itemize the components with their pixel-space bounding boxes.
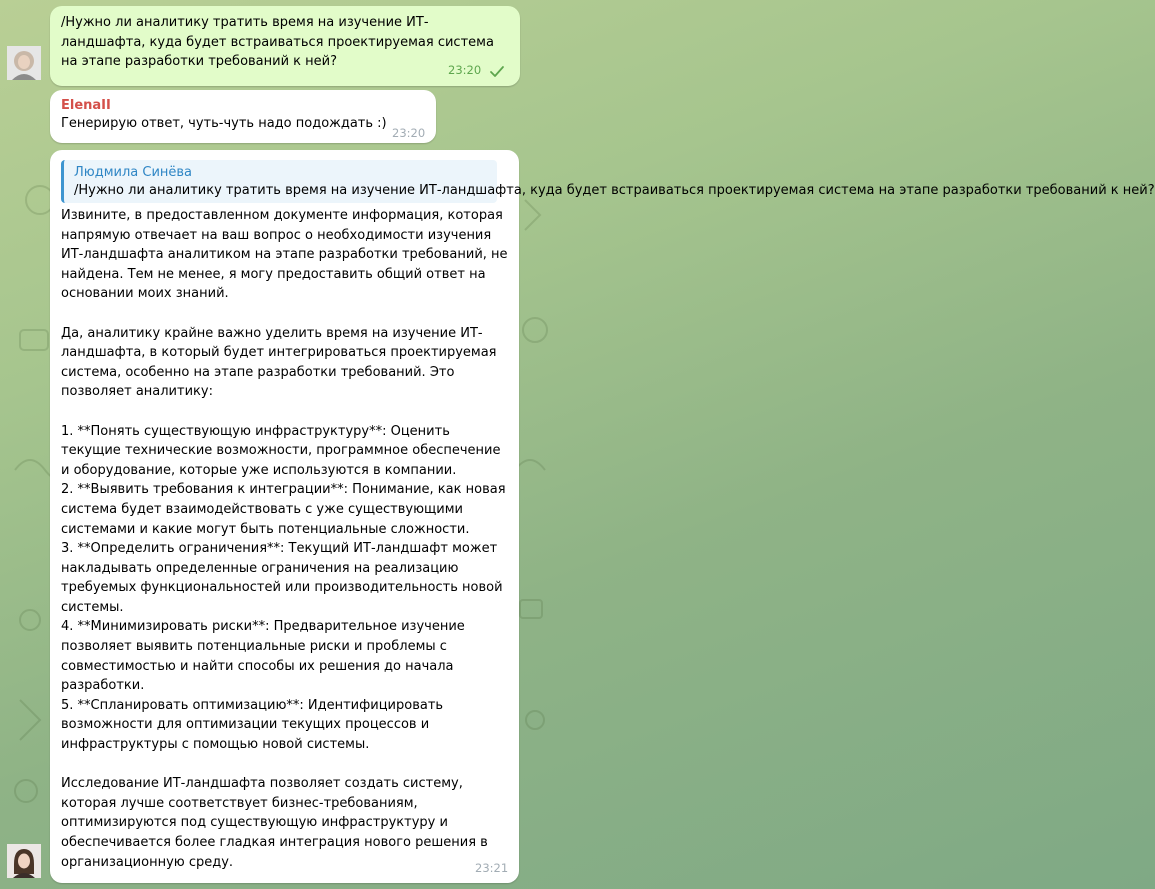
outgoing-message-bubble[interactable] — [50, 6, 520, 86]
bot-avatar-icon[interactable] — [7, 844, 41, 878]
message-time: 23:20 — [392, 126, 426, 140]
double-check-icon — [490, 66, 508, 78]
message-text: /Нужно ли аналитику тратить время на изучение ИТ-ландшафта, куда будет встраиваться проектируемая система на этапе разработки требований к ней? — [61, 15, 499, 70]
user-avatar-icon[interactable] — [7, 46, 41, 80]
reply-quote[interactable] — [61, 160, 1155, 203]
message-text: Генерирую ответ, чуть-чуть надо подождать :) — [61, 116, 387, 131]
message-time: 23:20 — [448, 63, 482, 77]
incoming-message-bubble[interactable] — [50, 90, 436, 143]
message-time: 23:21 — [475, 861, 509, 875]
incoming-answer-bubble[interactable] — [50, 150, 1155, 883]
reply-author: Людмила Синёва — [74, 165, 193, 180]
message-text: Извините, в предоставленном документе информация, которая напрямую отвечает на ваш вопрос о необходимости изучения ИТ-ландшафта аналитиком на этапе разработки требований, не найдена. Тем не менее, я могу предоставить общий ответ на основании моих знаний. Да, аналитику крайне важно уделить время на изучение ИТ- ландшафта, в который будет интегрироваться проектируемая система, особенно на этапе разработки требований. Это позволяет аналитику: 1. **Понять существующую инфраструктуру**: Оценить текущие технические возможности, программное обеспечение и оборудование, которые уже используются в компании. 2. **Выявить требования к интеграции**: Понимание, как новая система будет взаимодействовать с уже существующими системами и какие могут быть потенциальные сложности. 3. **Определить ограничения**: Текущий ИТ-ландшафт может накладывать определенные ограничения на реализацию требуемых функциональностей или производительность новой системы. 4. **Минимизировать риски**: Предварительное изучение позволяет выявить потенциальные риски и проблемы с совместимостью и найти способы их решения до начала разработки. 5. **Спланировать оптимизацию**: Идентифицировать возможности для оптимизации текущих процессов и инфраструктуры с помощью новой системы. Исследование ИТ-ландшафта позволяет создать систему, которая лучше соответствует бизнес-требованиям, оптимизируются под существующую инфраструктуру и обеспечивается более гладкая интеграция нового решения в организационную среду. — [61, 208, 508, 870]
sender-name[interactable]: ElenaII — [61, 98, 111, 113]
reply-text: /Нужно ли аналитику тратить время на изучение ИТ-ландшафта, куда будет встраиваться проектируемая система на этапе разработки требований к ней? — [74, 183, 1155, 198]
